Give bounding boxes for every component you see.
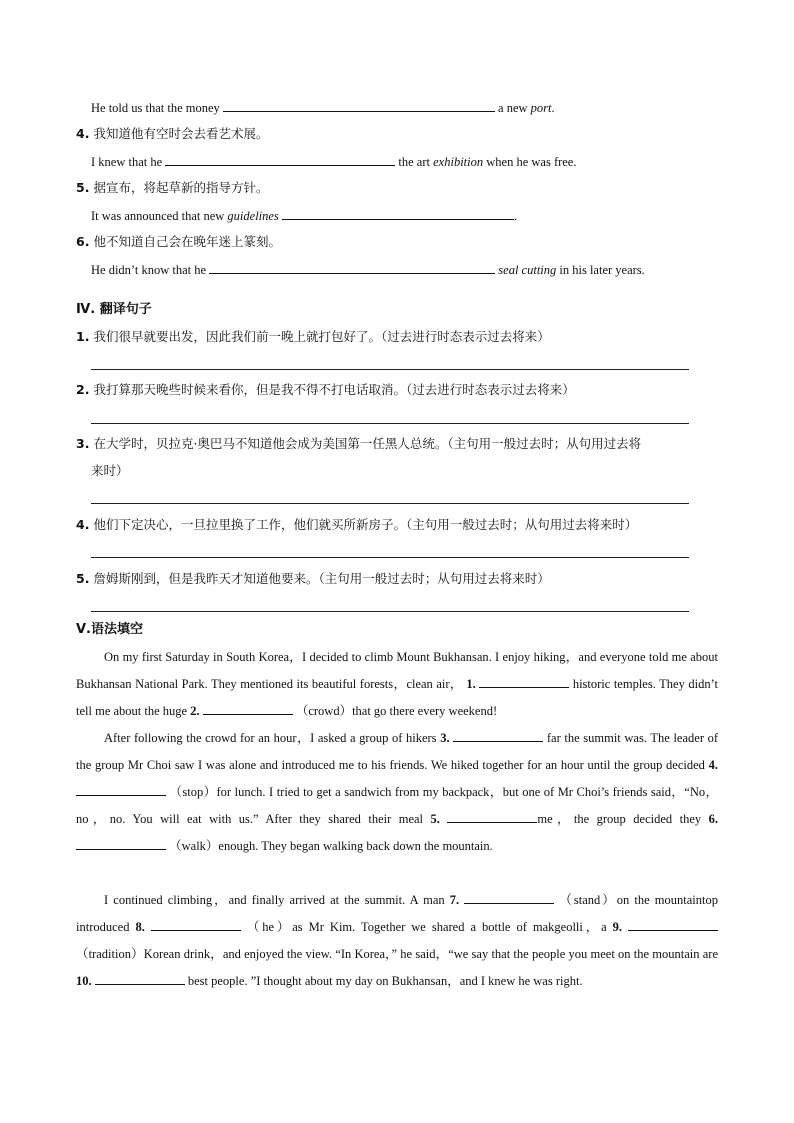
translation-item-1: 1. 我们很早就要出发，因此我们前一晚上就打包好了。（过去进行时态表示过去将来） bbox=[76, 329, 550, 344]
sentence-5-english: It was announced that new guidelines . bbox=[91, 209, 518, 223]
sentence-3-english: He told us that the money a new port. bbox=[91, 101, 555, 115]
translation-item-3: 3. 在大学时，贝拉克·奥巴马不知道他会成为美国第一任黑人总统。（主句用一般过去时；从句用过去将 bbox=[76, 436, 642, 451]
sentence-4-chinese: 4. 我知道他有空时会去看艺术展。 bbox=[76, 126, 269, 141]
translation-item-2: 2. 我打算那天晚些时候来看你，但是我不得不打电话取消。（过去进行时态表示过去将来） bbox=[76, 382, 575, 397]
cloze-paragraph-2: After following the crowd for an hour，I asked a group of hikers 3. far the summit was. The leader of the group Mr Choi saw I was alone and introduced me to his friends. We hiked together for an hour until the group decided 4. （stop）for lunch. I tried to get a sandwich from my backpack，but one of Mr Choi’s friends said，“No，no，no. You will eat with us.” After they shared their meal 5. me，the group decided they 6. （walk）enough. They began walking back down the mountain. bbox=[76, 725, 718, 860]
cloze-blank-10[interactable] bbox=[95, 971, 185, 985]
answer-blank[interactable] bbox=[209, 261, 495, 274]
answer-line-1[interactable] bbox=[91, 369, 689, 370]
sentence-6-english: He didn’t know that he seal cutting in his later years. bbox=[91, 263, 645, 277]
answer-blank[interactable] bbox=[223, 99, 495, 112]
section-heading-translation: Ⅳ. 翻译句子 bbox=[76, 302, 152, 317]
answer-blank[interactable] bbox=[282, 207, 514, 220]
cloze-blank-9[interactable] bbox=[628, 917, 718, 931]
cloze-paragraph-3: I continued climbing，and finally arrived at the summit. A man 7. （stand）on the mountaintop introduced 8. （he）as Mr Kim. Together we shared a bottle of makgeolli，a 9. （tradition）Korean drink，and enjoyed the view. “In Korea，” he said，“we say that the people you meet on the mountain are 10. best people. ”I thought about my day on Bukhansan，and I knew he was right. bbox=[76, 887, 718, 995]
translation-item-4: 4. 他们下定决心，一旦拉里换了工作，他们就买所新房子。（主句用一般过去时；从句用过去将来时） bbox=[76, 517, 638, 532]
answer-line-3[interactable] bbox=[91, 503, 689, 504]
cloze-blank-7[interactable] bbox=[464, 890, 554, 904]
sentence-5-chinese: 5. 据宣布，将起草新的指导方针。 bbox=[76, 180, 269, 195]
answer-blank[interactable] bbox=[165, 153, 395, 166]
answer-line-5[interactable] bbox=[91, 611, 689, 612]
section-heading-cloze: Ⅴ.语法填空 bbox=[76, 622, 143, 637]
cloze-blank-5[interactable] bbox=[447, 809, 537, 823]
translation-item-5: 5. 詹姆斯刚到，但是我昨天才知道他要来。（主句用一般过去时；从句用过去将来时） bbox=[76, 571, 550, 586]
cloze-blank-4[interactable] bbox=[76, 782, 166, 796]
translation-item-3-cont: 来时） bbox=[91, 463, 129, 478]
sentence-6-chinese: 6. 他不知道自己会在晚年迷上篆刻。 bbox=[76, 234, 281, 249]
cloze-blank-3[interactable] bbox=[453, 728, 543, 742]
cloze-blank-6[interactable] bbox=[76, 836, 166, 850]
cloze-blank-8[interactable] bbox=[151, 917, 241, 931]
answer-line-2[interactable] bbox=[91, 423, 689, 424]
answer-line-4[interactable] bbox=[91, 557, 689, 558]
cloze-blank-2[interactable] bbox=[203, 701, 293, 715]
cloze-paragraph-1: On my first Saturday in South Korea，I decided to climb Mount Bukhansan. I enjoy hiking，and everyone told me about Bukhansan National Park. They mentioned its beautiful forests，clean air， 1. historic temples. They didn’t tell me about the huge 2. （crowd）that go there every weekend! bbox=[76, 650, 718, 718]
sentence-4-english: I knew that he the art exhibition when he was free. bbox=[91, 155, 577, 169]
cloze-blank-1[interactable] bbox=[479, 674, 569, 688]
